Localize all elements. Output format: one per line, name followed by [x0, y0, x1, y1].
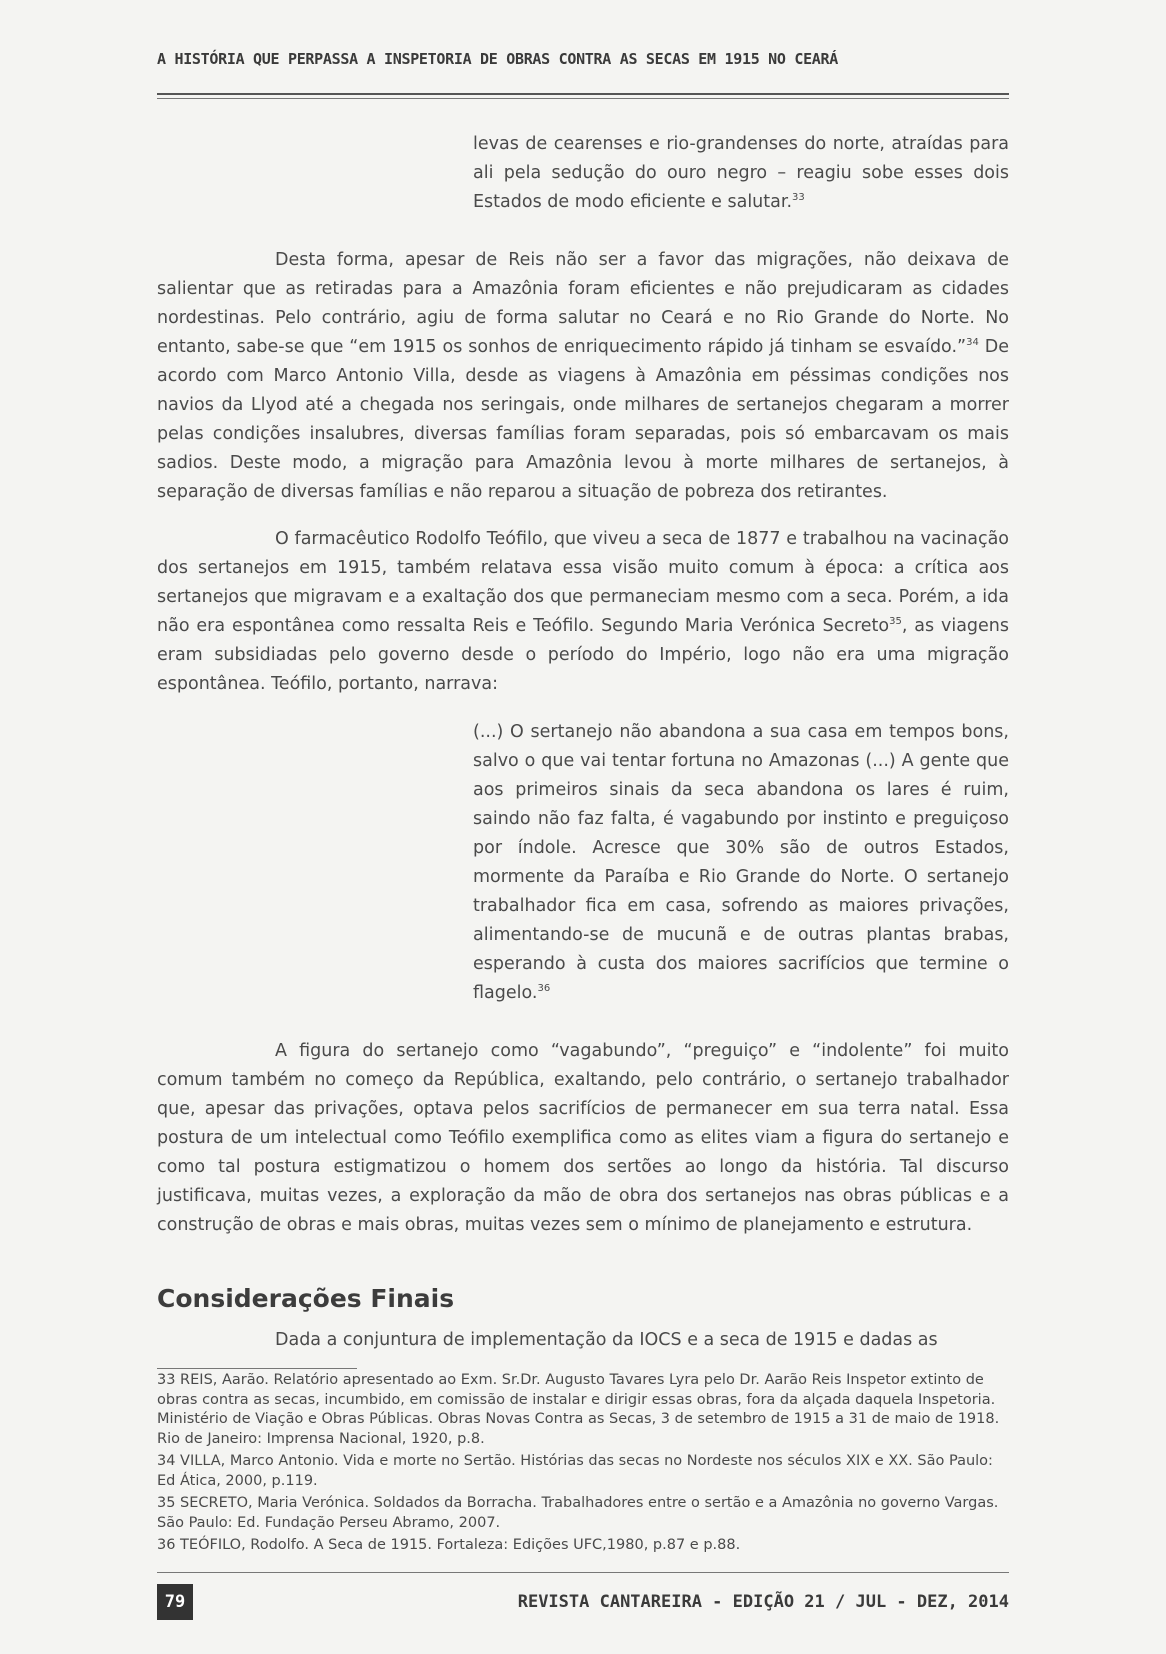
footnote-34: 34 VILLA, Marco Antonio. Vida e morte no Sertão. Histórias das secas no Nordeste nos séculos XIX e XX. São Paulo: Ed Ática, 2000, p.119.	[157, 1453, 993, 1489]
header-rule	[157, 93, 1009, 95]
paragraph-figura-sertanejo	[157, 1037, 1009, 1240]
paragraph-migracoes	[157, 246, 1009, 507]
paragraph-text: Desta forma, apesar de Reis não ser a favor das migrações, não deixava de salientar que as retiradas para a Amazônia foram eficientes e não prejudicaram as cidades nordestinas. Pelo contrário, agiu de forma salutar no Ceará e no Rio Grande do Norte. No entanto, sabe-se que “em 1915 os sonhos de enriquecimento rápido já tinham se esvaído.”	[157, 250, 1009, 357]
header-rule-thin	[157, 98, 1009, 99]
footnote-33: 33 REIS, Aarão. Relatório apresentado ao Exm. Sr.Dr. Augusto Tavares Lyra pelo Dr. Aarão Reis Inspetor extinto de obras contra as secas, incumbido, em comissão de instalar e dirigir essas obras, fora da alçada daquela Inspetoria. Ministério de Viação e Obras Públicas. Obras Novas Contra as Secas, 3 de setembro de 1915 a 31 de maio de 1918. Rio de Janeiro: Imprensa Nacional, 1920, p.8.	[157, 1372, 1000, 1447]
journal-footer: REVISTA CANTAREIRA - EDIÇÃO 21 / JUL - DEZ, 2014	[517, 1592, 1009, 1612]
block-quote-reis	[473, 130, 1009, 217]
paragraph-text: O farmacêutico Rodolfo Teófilo, que viveu a seca de 1877 e trabalhou na vacinação dos sertanejos em 1915, também relatava essa visão muito comum à época: a crítica aos sertanejos que migravam e a exaltação dos que permaneciam mesmo com a seca. Porém, a ida não era espontânea como ressalta Reis e Teófilo. Segundo Maria Verónica Secreto	[157, 529, 1009, 636]
footer-rule	[157, 1572, 1009, 1573]
footnote-ref[interactable]: 33	[792, 192, 805, 204]
footnote-ref[interactable]: 36	[537, 983, 551, 995]
paragraph-text: Dada a conjuntura de implementação da IOCS e a seca de 1915 e dadas as	[275, 1330, 938, 1350]
footnote-ref[interactable]: 35	[889, 616, 902, 628]
block-quote-teofilo	[473, 718, 1009, 1008]
quote-text: levas de cearenses e rio-grandenses do norte, atraídas para ali pela sedução do ouro negro – reagiu sobe esses dois Estados de modo eficiente e salutar.	[473, 134, 1009, 212]
paragraph-text: , as viagens eram subsidiadas pelo governo desde o período do Império, logo não era uma migração espontânea. Teófilo, portanto, narrava:	[157, 616, 1010, 694]
paragraph-teofilo	[157, 525, 1009, 699]
quote-text: (...) O sertanejo não abandona a sua casa em tempos bons, salvo o que vai tentar fortuna no Amazonas (...) A gente que aos primeiros sinais da seca abandona os lares é ruim, saindo não faz falta, é vagabundo por instinto e preguiçoso por índole. Acresce que 30% são de outros Estados, mormente da Paraíba e Rio Grande do Norte. O sertanejo trabalhador fica em casa, sofrendo as maiores privações, alimentando-se de mucunã e de outras plantas brabas, esperando à custa dos maiores sacrifícios que termine o flagelo.	[473, 722, 1009, 1003]
paragraph-text: A figura do sertanejo como “vagabundo”, “preguiço” e “indolente” foi muito comum também no começo da República, exaltando, pelo contrário, o sertanejo trabalhador que, apesar das privações, optava pelos sacrifícios de permanecer em sua terra natal. Essa postura de um intelectual como Teófilo exemplifica como as elites viam a figura do sertanejo e como tal postura estigmatizou o homem dos sertões ao longo da história. Tal discurso justificava, muitas vezes, a exploração da mão de obra dos sertanejos nas obras públicas e a construção de obras e mais obras, muitas vezes sem o mínimo de planejamento e estrutura.	[157, 1041, 1009, 1235]
footnote-separator	[157, 1368, 357, 1369]
footnote-36: 36 TEÓFILO, Rodolfo. A Seca de 1915. Fortaleza: Edições UFC,1980, p.87 e p.88.	[157, 1537, 741, 1553]
paragraph-text: De acordo com Marco Antonio Villa, desde as viagens à Amazônia em péssimas condições nos navios da Llyod até a chegada nos seringais, onde milhares de sertanejos chegaram a morrer pelas condições insalubres, diversas famílias foram separadas, pois só embarcavam os mais sadios. Deste modo, a migração para Amazônia levou à morte milhares de sertanejos, à separação de diversas famílias e não reparou a situação de pobreza dos retirantes.	[157, 337, 1009, 502]
footnote-ref[interactable]: 34	[966, 337, 979, 349]
page-number: 79	[157, 1584, 193, 1620]
section-heading: Considerações Finais	[157, 1284, 455, 1313]
footnotes	[157, 1371, 1009, 1559]
footnote-35: 35 SECRETO, Maria Verónica. Soldados da Borracha. Trabalhadores entre o sertão e a Amazônia no governo Vargas. São Paulo: Ed. Fundação Perseu Abramo, 2007.	[157, 1495, 999, 1531]
running-header: A HISTÓRIA QUE PERPASSA A INSPETORIA DE OBRAS CONTRA AS SECAS EM 1915 NO CEARÁ	[157, 50, 839, 68]
paragraph-conjuntura	[157, 1326, 1009, 1355]
